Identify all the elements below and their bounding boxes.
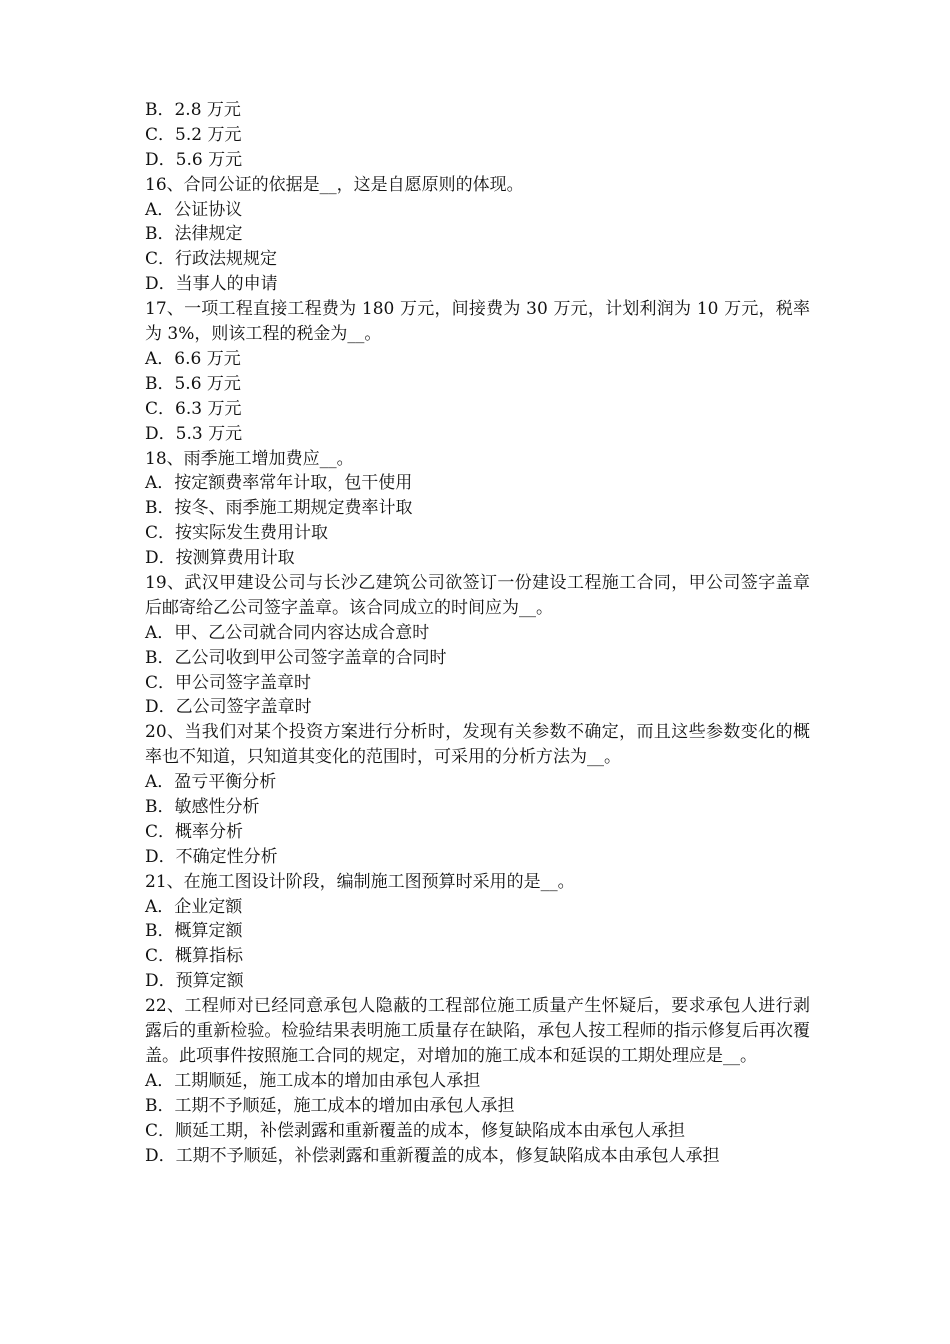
option-line: C．概算指标: [145, 946, 244, 967]
option-line: B．概算定额: [145, 921, 243, 942]
option-line: D．5.3 万元: [145, 423, 243, 444]
question-19: 19、武汉甲建设公司与长沙乙建筑公司欲签订一份建设工程施工合同，甲公司签字盖章后邮寄给乙公司签字盖章。该合同成立的时间应为__。: [145, 572, 810, 618]
option-line: A．盈亏平衡分析: [145, 772, 277, 793]
option-line: C．概率分析: [145, 821, 244, 842]
option-line: D．当事人的申请: [145, 274, 278, 295]
question-18: 18、雨季施工增加费应__。: [145, 448, 354, 469]
option-line: A．工期顺延，施工成本的增加由承包人承担: [145, 1070, 481, 1091]
option-line: B．工期不予顺延，施工成本的增加由承包人承担: [145, 1095, 515, 1116]
option-line: D．工期不予顺延，补偿剥露和重新覆盖的成本，修复缺陷成本由承包人承担: [145, 1145, 720, 1166]
option-line: B．乙公司收到甲公司签字盖章的合同时: [145, 647, 447, 668]
option-line: B．按冬、雨季施工期规定费率计取: [145, 498, 413, 519]
option-line: D．乙公司签字盖章时: [145, 697, 312, 718]
question-20: 20、当我们对某个投资方案进行分析时，发现有关参数不确定，而且这些参数变化的概率也不知道，只知道其变化的范围时，可采用的分析方法为__。: [145, 722, 810, 768]
option-line: B．敏感性分析: [145, 797, 260, 818]
option-line: C．顺延工期，补偿剥露和重新覆盖的成本，修复缺陷成本由承包人承担: [145, 1120, 686, 1141]
question-22: 22、工程师对已经同意承包人隐蔽的工程部位施工质量产生怀疑后，要求承包人进行剥露后的重新检验。检验结果表明施工质量存在缺陷，承包人按工程师的指示修复后再次覆盖。此项事件按照施工合同的规定，对增加的施工成本和延误的工期处理应是__。: [145, 996, 810, 1066]
option-line: C．5.2 万元: [145, 124, 242, 145]
option-line: D．预算定额: [145, 971, 244, 992]
option-line: C．6.3 万元: [145, 398, 242, 419]
option-line: C．按实际发生费用计取: [145, 523, 329, 544]
option-line: A．按定额费率常年计取，包干使用: [145, 473, 413, 494]
document-page: [145, 98, 810, 1168]
question-17: 17、一项工程直接工程费为 180 万元，间接费为 30 万元，计划利润为 10 万元，税率为 3%，则该工程的税金为__。: [145, 299, 810, 345]
option-line: A．甲、乙公司就合同内容达成合意时: [145, 622, 430, 643]
option-line: D．5.6 万元: [145, 149, 243, 170]
question-21: 21、在施工图设计阶段，编制施工图预算时采用的是__。: [145, 871, 575, 892]
option-line: B．法律规定: [145, 224, 243, 245]
option-line: A．公证协议: [145, 199, 243, 220]
question-16: 16、合同公证的依据是__，这是自愿原则的体现。: [145, 174, 524, 195]
option-line: A．6.6 万元: [145, 348, 241, 369]
option-line: C．甲公司签字盖章时: [145, 672, 312, 693]
option-line: B．2.8 万元: [145, 100, 241, 120]
option-line: C．行政法规规定: [145, 249, 278, 270]
option-line: B．5.6 万元: [145, 373, 241, 394]
option-line: D．不确定性分析: [145, 846, 278, 867]
option-line: A．企业定额: [145, 896, 243, 917]
option-line: D．按测算费用计取: [145, 548, 295, 569]
